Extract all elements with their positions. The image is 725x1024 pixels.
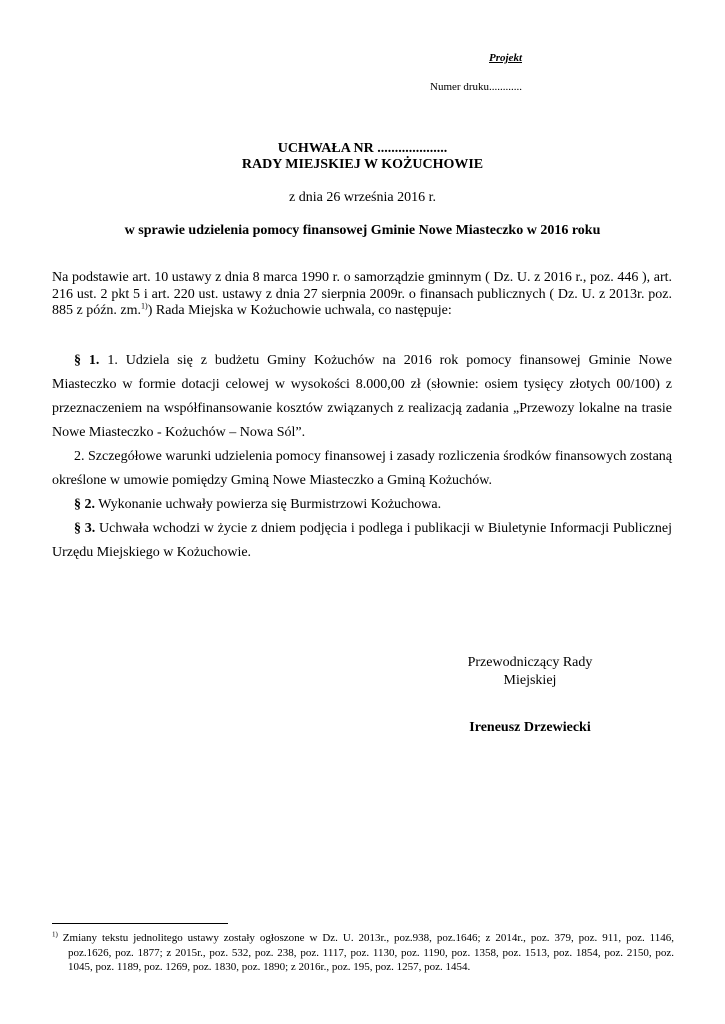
projekt-label: Projekt [489,52,522,64]
section-1 [52,349,672,445]
section-3-text: Uchwała wchodzi w życie z dniem podjęcia i podlega i publikacji w Biuletynie Informacji Publicznej Urzędu Miejskiego w Kożuchowie. [52,521,672,560]
resolution-number: UCHWAŁA NR .................... [277,141,448,156]
footnote-reference: 1) [141,301,148,311]
resolution-date: z dnia 26 września 2016 r. [289,190,436,205]
footnote [52,931,674,975]
section-1-text: 1. Udziela się z budżetu Gminy Kożuchów na 2016 rok pomocy finansowej Gminie Nowe Miasteczko w formie dotacji celowej w wysokości 8.000,00 zł (słownie: osiem tysięcy złotych 00/100) z przeznaczeniem na współfinansowanie kosztów związanych z realizacją zadania „Przewozy lokalne na trasie Nowe Miasteczko - Kożuchów – Nowa Sól”. [52,353,672,440]
section-1-point-2: 2. Szczegółowe warunki udzielenia pomocy finansowej i zasady rozliczenia środków finansowych zostaną określone w umowie pomiędzy Gminą Nowe Miasteczko a Gminą Kożuchów. [52,449,672,488]
print-number: Numer druku............ [430,81,522,93]
section-2 [52,493,672,517]
resolution-subject: w sprawie udzielenia pomocy finansowej Gminie Nowe Miasteczko w 2016 roku [124,223,601,238]
signer-name: Ireneusz Drzewiecki [469,720,591,735]
legal-basis [52,270,672,320]
section-2-text: Wykonanie uchwały powierza się Burmistrzowi Kożuchowa. [95,497,442,512]
signature-title-line1: Przewodniczący Rady [467,655,593,670]
signature-title-line2: Miejskiej [503,673,557,688]
legal-basis-text-end: ) Rada Miejska w Kożuchowie uchwala, co następuje: [147,303,452,318]
resolution-title [0,141,725,173]
resolution-body [52,349,672,565]
footnote-marker: 1) [52,930,58,939]
footnote-divider [52,923,228,924]
council-name: RADY MIEJSKIEJ W KOŻUCHOWIE [241,157,484,172]
signature-title [430,654,630,690]
section-2-marker: § 2. [74,497,95,512]
section-1-marker: § 1. [74,353,100,368]
section-3-marker: § 3. [74,521,96,536]
legal-basis-text: Na podstawie art. 10 ustawy z dnia 8 marca 1990 r. o samorządzie gminnym ( Dz. U. z 2016 r., poz. 446 ), art. 216 ust. 2 pkt 5 i art. 220 ust. ustawy z dnia 27 sierpnia 2009r. o finansach publicznych ( Dz. U. z 2013r. poz. 885 z późn. zm. [52,270,672,318]
footnote-text: Zmiany tekstu jednolitego ustawy zostały ogłoszone w Dz. U. 2013r., poz.938, poz.1646; z 2014r., poz. 379, poz. 911, poz. 1146, poz.1626, poz. 1877; z 2015r., poz. 532, poz. 238, poz. 1117, poz. 1130, poz. 1190, poz. 1358, poz. 1513, poz. 1854, poz. 2150, poz. 1045, poz. 1189, poz. 1269, poz. 1830, poz. 1890; z 2016r., poz. 195, poz. 1257, poz. 1454. [57,932,674,973]
section-3 [52,517,672,565]
